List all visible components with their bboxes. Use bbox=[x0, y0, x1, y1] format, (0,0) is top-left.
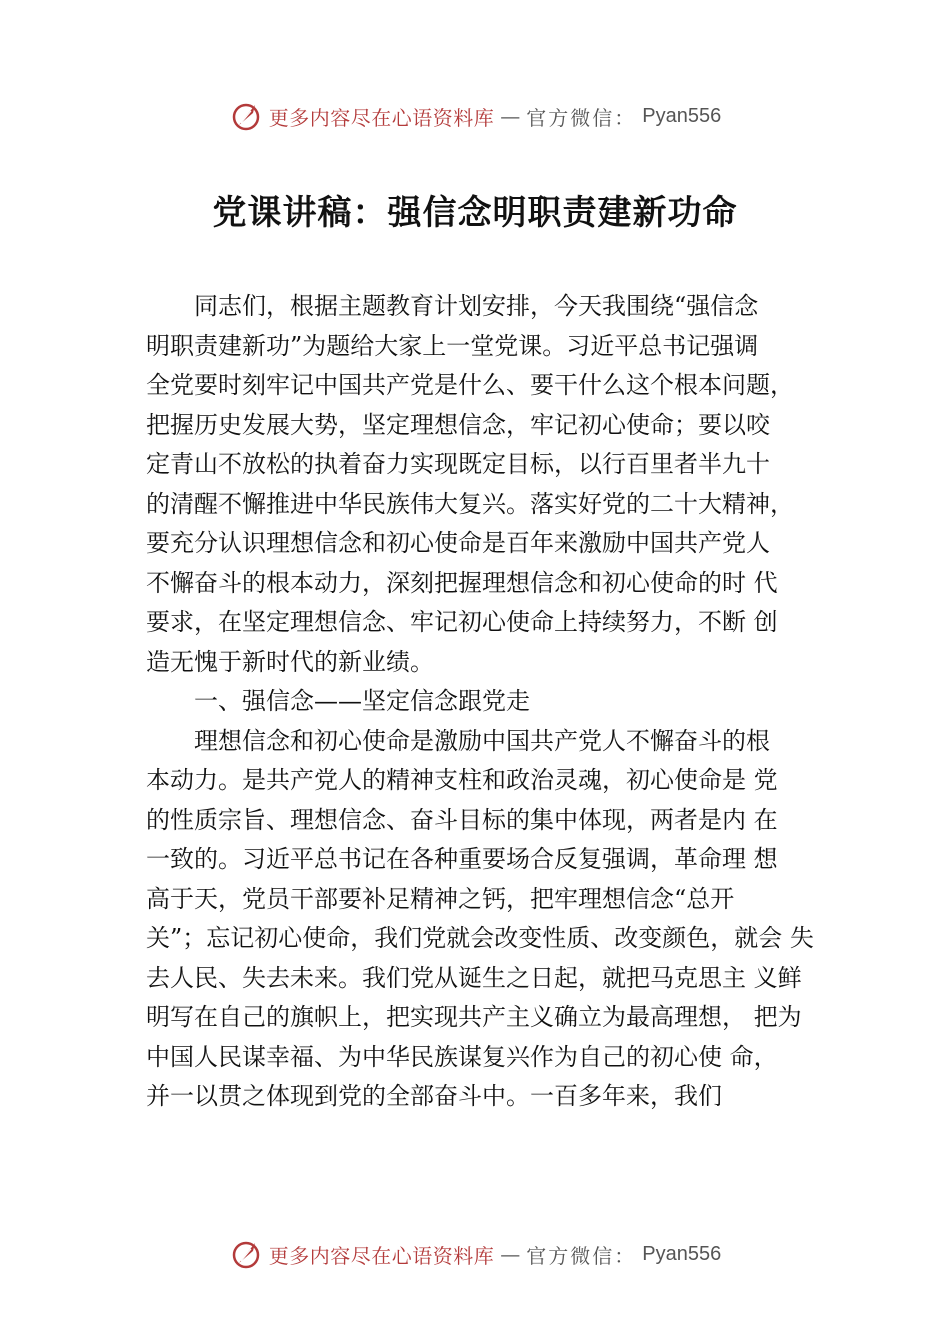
document-body bbox=[146, 287, 836, 1117]
banner-wechat-id: Pyan556 bbox=[642, 104, 722, 127]
banner-brand: 更多内容尽在心语资料库 bbox=[268, 105, 495, 130]
text-line: 全党要时刻牢记中国共产党是什么、要干什么这个根本问题， bbox=[146, 371, 794, 399]
text-line: 本动力。是共产党人的精神支柱和政治灵魂，初心使命是 党 bbox=[146, 766, 778, 794]
text-line: 明职责建新功”为题给大家上一堂党课。习近平总书记强调 bbox=[146, 331, 759, 360]
text-line: 同志们，根据主题教育计划安排，今天我围绕“强信念 bbox=[194, 292, 759, 320]
text-line: 中国人民谋幸福、为中华民族谋复兴作为自己的初心使 命， bbox=[146, 1042, 778, 1071]
text-line: 理想信念和初心使命是激励中国共产党人不懈奋斗的根 bbox=[194, 726, 770, 755]
text-line: 一致的。习近平总书记在各种重要场合反复强调，革命理 想 bbox=[146, 845, 778, 873]
text-line: 的性质宗旨、理想信念、奋斗目标的集中体现，两者是内 在 bbox=[146, 805, 778, 834]
text-line: 把握历史发展大势，坚定理想信念，牢记初心使命；要以咬 bbox=[146, 410, 770, 439]
section-heading bbox=[146, 682, 836, 722]
text-line: 造无愧于新时代的新业绩。 bbox=[146, 647, 434, 676]
banner-brand: 更多内容尽在心语资料库 bbox=[268, 1243, 495, 1268]
text-line: 高于天，党员干部要补足精神之钙，把牢理想信念“总开 bbox=[146, 884, 735, 913]
text-line: 不懈奋斗的根本动力，深刻把握理想信念和初心使命的时 代 bbox=[146, 568, 778, 597]
section1-heading: 一、强信念——坚定信念跟党走 bbox=[194, 687, 530, 715]
text-line: 明写在自己的旗帜上，把实现共产主义确立为最高理想， 把为 bbox=[146, 1003, 802, 1031]
text-line: 并一以贯之体现到党的全部奋斗中。一百多年来，我们 bbox=[146, 1082, 722, 1110]
footer-banner bbox=[0, 1234, 950, 1274]
text-line: 要充分认识理想信念和初心使命是百年来激励中国共产党人 bbox=[146, 529, 770, 557]
banner-label: 官方微信： bbox=[526, 1243, 637, 1268]
text-line: 要求，在坚定理想信念、牢记初心使命上持续努力，不断 创 bbox=[146, 608, 778, 636]
header-banner bbox=[0, 96, 950, 136]
text-line: 去人民、失去未来。我们党从诞生之日起，就把马克思主 义鲜 bbox=[146, 963, 802, 992]
banner-label: 官方微信： bbox=[526, 105, 637, 130]
document-title: 党课讲稿：强信念明职责建新功命 bbox=[212, 193, 738, 233]
banner-wechat-id: Pyan556 bbox=[642, 1242, 722, 1265]
text-line: 定青山不放松的执着奋力实现既定目标，以行百里者半九十 bbox=[146, 450, 770, 478]
text-line: 关”；忘记初心使命，我们党就会改变性质、改变颜色，就会 失 bbox=[146, 924, 814, 952]
quill-logo-icon bbox=[229, 99, 263, 133]
quill-logo-icon bbox=[229, 1237, 263, 1271]
paragraph-section1 bbox=[146, 722, 836, 1117]
banner-separator: — bbox=[500, 104, 521, 128]
text-line: 的清醒不懈推进中华民族伟大复兴。落实好党的二十大精神， bbox=[146, 489, 794, 518]
paragraph-intro bbox=[146, 287, 836, 682]
banner-separator: — bbox=[500, 1242, 521, 1266]
